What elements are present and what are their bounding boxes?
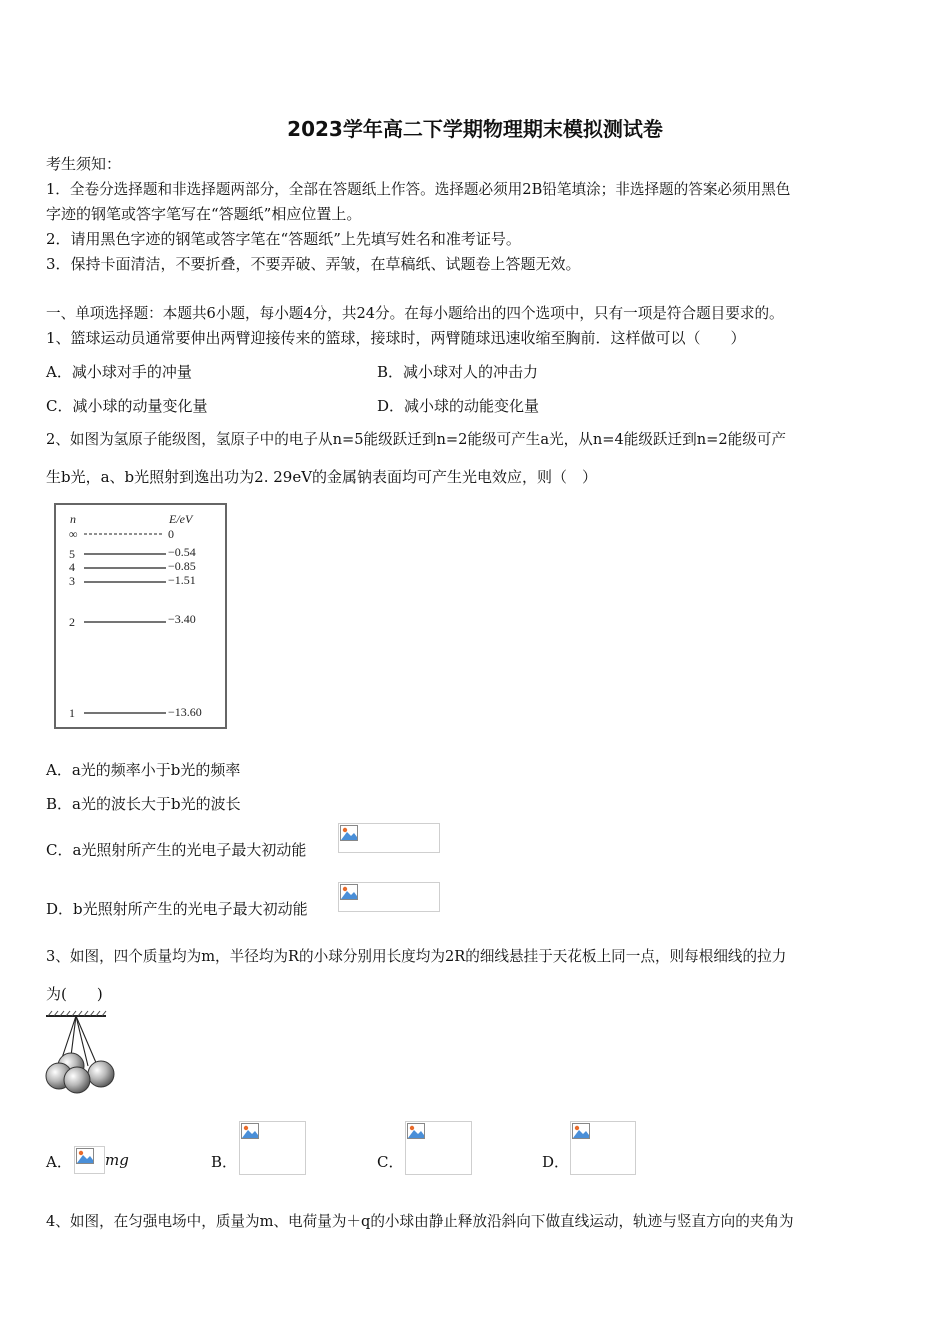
broken-image-icon <box>572 1123 590 1139</box>
question-1-option-d: D．减小球的动能变化量 <box>377 397 540 415</box>
question-2-option-c: C．a光照射所产生的光电子最大初动能 <box>46 841 307 859</box>
broken-image-placeholder <box>74 1146 105 1174</box>
level-n-inf: ∞ <box>69 527 78 541</box>
broken-image-icon <box>407 1123 425 1139</box>
question-3-option-b: B． <box>211 1153 238 1171</box>
broken-image-icon <box>241 1123 259 1139</box>
question-2-stem-1: 2、如图为氢原子能级图，氢原子中的电子从n=5能级跃迁到n=2能级可产生a光，从n=4能级跃迁到n=2能级可产 <box>46 431 786 448</box>
broken-image-placeholder <box>405 1121 472 1175</box>
section-heading: 一、单项选择题：本题共6小题，每小题4分，共24分。在每小题给出的四个选项中，只有一项是符合题目要求的。 <box>46 305 784 322</box>
broken-image-icon <box>76 1148 94 1164</box>
question-2-option-a: A．a光的频率小于b光的频率 <box>46 761 241 779</box>
energy-axis-label: E/eV <box>169 512 193 526</box>
notice-line-1a: 1．全卷分选择题和非选择题两部分，全部在答题纸上作答。选择题必须用2B铅笔填涂；非选择题的答案必须用黑色 <box>46 181 791 198</box>
n-axis-label: n <box>70 512 76 526</box>
option-a-mg: mg <box>105 1151 129 1169</box>
level-e-inf: 0 <box>168 527 174 541</box>
level-e-3: −1.51 <box>168 573 196 587</box>
level-e-2: −3.40 <box>168 612 196 626</box>
question-3-stem-1: 3、如图，四个质量均为m，半径均为R的小球分别用长度均为2R的细线悬挂于天花板上同一点，则每根细线的拉力 <box>46 948 787 965</box>
question-1-option-c: C．减小球的动量变化量 <box>46 397 208 415</box>
question-1-option-a: A．减小球对手的冲量 <box>46 363 192 381</box>
question-1-option-b: B．减小球对人的冲击力 <box>377 363 539 381</box>
broken-image-icon <box>340 884 358 900</box>
question-2-option-b: B．a光的波长大于b光的波长 <box>46 795 241 813</box>
notice-line-2: 2．请用黑色字迹的钢笔或答字笔在“答题纸”上先填写姓名和准考证号。 <box>46 230 521 248</box>
level-e-5: −0.54 <box>168 545 196 559</box>
question-2-stem-2: 生b光，a、b光照射到逸出功为2. 29eV的金属钠表面均可产生光电效应，则（ ） <box>46 468 598 486</box>
hanging-balls-figure <box>44 1010 120 1100</box>
level-e-4-value: −0.85 <box>168 559 196 573</box>
notice-line-3: 3．保持卡面清洁，不要折叠，不要弄破、弄皱，在草稿纸、试题卷上答题无效。 <box>46 255 581 273</box>
ball-front <box>64 1067 90 1093</box>
question-1-stem: 1、篮球运动员通常要伸出两臂迎接传来的篮球，接球时，两臂随球迅速收缩至胸前．这样做可以（ ） <box>46 329 746 347</box>
notice-line-1b: 字迹的钢笔或答字笔写在“答题纸”相应位置上。 <box>46 205 362 223</box>
level-n-2: 2 <box>69 615 75 629</box>
hanging-balls-svg <box>44 1010 120 1100</box>
energy-level-svg <box>56 505 225 727</box>
level-n-5: 5 <box>69 547 75 561</box>
broken-image-placeholder <box>570 1121 636 1175</box>
level-n-3: 3 <box>69 574 75 588</box>
ball-right <box>88 1061 114 1087</box>
level-n-4: 4 <box>69 560 75 574</box>
question-3-stem-2: 为( ) <box>46 985 103 1003</box>
option-a-label: A． <box>46 1153 72 1171</box>
notice-heading: 考生须知： <box>46 155 122 173</box>
broken-image-placeholder <box>338 882 440 912</box>
question-2-option-d: D．b光照射所产生的光电子最大初动能 <box>46 900 308 918</box>
page-title: 2023学年高二下学期物理期末模拟测试卷 <box>287 117 663 141</box>
question-4-stem: 4、如图，在匀强电场中，质量为m、电荷量为＋q的小球由静止释放沿斜向下做直线运动，轨迹与竖直方向的夹角为 <box>46 1213 794 1230</box>
broken-image-placeholder <box>239 1121 306 1175</box>
question-3-option-c: C． <box>377 1153 404 1171</box>
energy-level-diagram <box>54 503 227 729</box>
level-n-1: 1 <box>69 706 75 720</box>
question-3-option-d: D． <box>542 1153 570 1171</box>
broken-image-placeholder <box>338 823 440 853</box>
question-3-option-a <box>46 1151 72 1172</box>
level-e-1: −13.60 <box>168 705 202 719</box>
broken-image-icon <box>340 825 358 841</box>
